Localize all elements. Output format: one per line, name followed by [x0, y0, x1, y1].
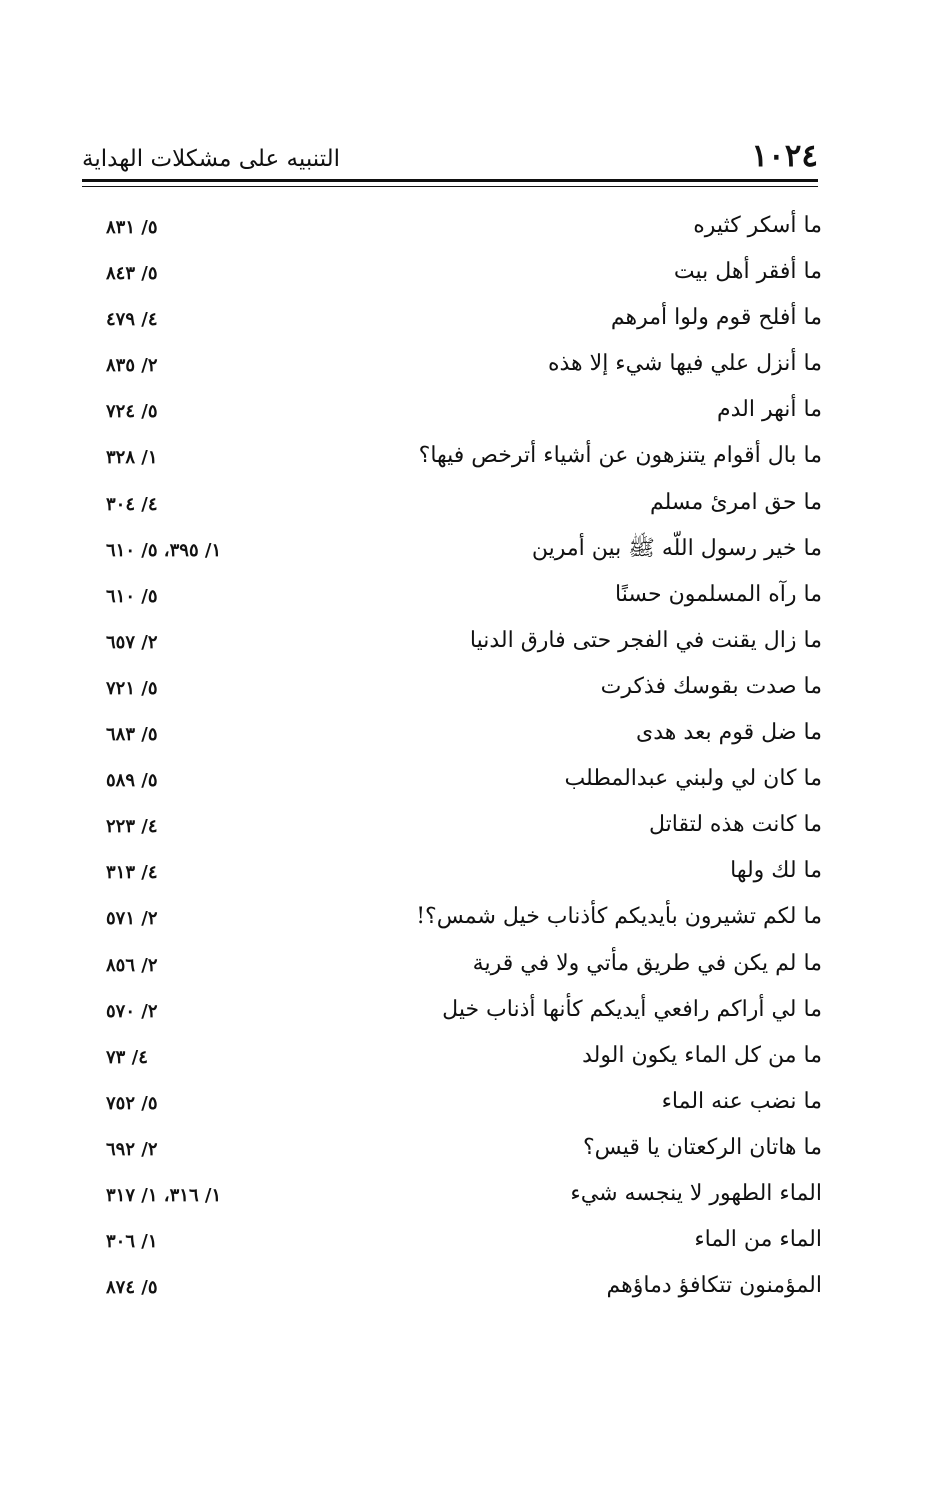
volume-page-reference: ٢/ ٨٥٦: [106, 954, 158, 976]
page-number: ١٠٢٤: [751, 138, 818, 174]
hadith-text: ما حق امرئ مسلم: [649, 489, 822, 515]
index-entry: [82, 1220, 822, 1266]
volume-page-reference: ٤/ ٣١٣: [106, 862, 158, 884]
index-entry: [82, 436, 822, 482]
volume-page-reference: ٢/ ٥٧١: [106, 908, 158, 930]
hadith-index-list: [82, 206, 822, 1312]
hadith-text: ما أفقر أهل بيت: [673, 259, 822, 285]
index-entry: [82, 252, 822, 298]
volume-page-reference: ٥/ ٥٨٩: [106, 770, 158, 792]
index-entry: [82, 667, 822, 713]
index-entry: [82, 805, 822, 851]
index-entry: [82, 944, 822, 990]
hadith-text: ما بال أقوام يتنزهون عن أشياء أترخص فيها؟: [418, 443, 822, 469]
hadith-text: ما لي أراكم رافعي أيديكم كأنها أذناب خيل: [442, 996, 822, 1022]
index-entry: [82, 1036, 822, 1082]
hadith-text: ما هاتان الركعتان يا قيس؟: [583, 1134, 822, 1160]
index-entry: [82, 529, 822, 575]
volume-page-reference: ٥/ ٨٤٣: [106, 263, 158, 285]
running-header: [82, 136, 818, 178]
header-rule-thick: [82, 179, 818, 182]
hadith-text: ما لكم تشيرون بأيديكم كأذناب خيل شمس؟!: [416, 904, 822, 930]
hadith-text: ما خير رسول اللّه ﷺ بين أمرين: [531, 535, 822, 561]
index-entry: [82, 1128, 822, 1174]
index-entry: [82, 206, 822, 252]
volume-page-reference: ١/ ٣٩٥، ٥/ ٦١٠: [106, 539, 222, 561]
hadith-text: ما ضل قوم بعد هدى: [636, 720, 822, 746]
volume-page-reference: ٤/ ٧٣: [106, 1046, 148, 1068]
index-entry: [82, 1082, 822, 1128]
hadith-text: ما رآه المسلمون حسنًا: [615, 581, 822, 607]
header-rule-thin: [82, 186, 818, 187]
volume-page-reference: ٥/ ٧٢٤: [106, 401, 158, 423]
index-entry: [82, 483, 822, 529]
hadith-text: ما صدت بقوسك فذكرت: [600, 673, 822, 699]
index-entry: [82, 990, 822, 1036]
hadith-text: الماء من الماء: [694, 1227, 822, 1253]
volume-page-reference: ٥/ ٧٥٢: [106, 1092, 158, 1114]
volume-page-reference: ١/ ٣٠٦: [106, 1231, 158, 1253]
hadith-text: ما لم يكن في طريق مأتي ولا في قرية: [472, 950, 822, 976]
volume-page-reference: ٥/ ٨٣١: [106, 217, 158, 238]
hadith-text: ما زال يقنت في الفجر حتى فارق الدنيا: [469, 627, 822, 653]
volume-page-reference: ٢/ ٦٩٢: [106, 1138, 158, 1160]
volume-page-reference: ١/ ٣٢٨: [106, 447, 158, 469]
book-title: التنبيه على مشكلات الهداية: [82, 146, 341, 172]
hadith-text: الماء الطهور لا ينجسه شيء: [570, 1180, 822, 1206]
volume-page-reference: ١/ ٣١٦، ١/ ٣١٧: [106, 1184, 222, 1206]
hadith-text: ما أفلح قوم ولوا أمرهم: [610, 305, 822, 331]
hadith-text: ما كان لي ولبني عبدالمطلب: [564, 766, 822, 792]
volume-page-reference: ٢/ ٨٣٥: [106, 355, 158, 377]
index-entry: [82, 621, 822, 667]
hadith-text: ما من كل الماء يكون الولد: [582, 1042, 822, 1068]
hadith-text: ما أسكر كثيره: [693, 213, 822, 238]
volume-page-reference: ٥/ ٧٢١: [106, 677, 158, 699]
index-entry: [82, 298, 822, 344]
index-entry: [82, 897, 822, 943]
volume-page-reference: ٤/ ٤٧٩: [106, 309, 158, 331]
volume-page-reference: ٥/ ٨٧٤: [106, 1277, 158, 1299]
volume-page-reference: ٤/ ٢٢٣: [106, 816, 158, 838]
index-entry: [82, 390, 822, 436]
volume-page-reference: ٤/ ٣٠٤: [106, 493, 158, 515]
index-entry: [82, 713, 822, 759]
hadith-text: ما لك ولها: [730, 858, 822, 884]
index-entry: [82, 1174, 822, 1220]
index-entry: [82, 851, 822, 897]
hadith-text: ما نضب عنه الماء: [661, 1088, 822, 1114]
volume-page-reference: ٢/ ٦٥٧: [106, 631, 158, 653]
hadith-text: ما أنزل علي فيها شيء إلا هذه: [547, 351, 822, 377]
hadith-text: ما كانت هذه لتقاتل: [648, 812, 822, 838]
index-entry: [82, 344, 822, 390]
index-entry: [82, 1266, 822, 1312]
volume-page-reference: ٢/ ٥٧٠: [106, 1000, 158, 1022]
index-entry: [82, 759, 822, 805]
index-entry: [82, 575, 822, 621]
volume-page-reference: ٥/ ٦١٠: [106, 585, 158, 607]
volume-page-reference: ٥/ ٦٨٣: [106, 724, 158, 746]
hadith-text: المؤمنون تتكافؤ دماؤهم: [606, 1273, 822, 1299]
hadith-text: ما أنهر الدم: [717, 397, 822, 423]
